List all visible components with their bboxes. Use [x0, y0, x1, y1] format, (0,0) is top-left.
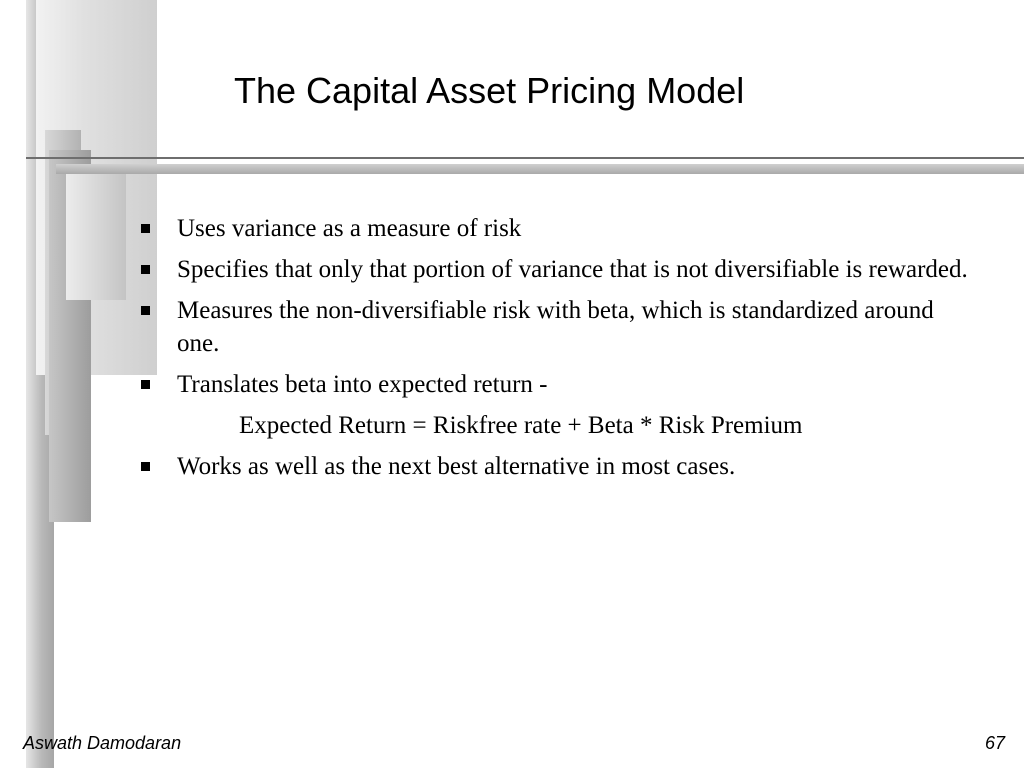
square-bullet-icon — [141, 380, 150, 389]
bullet-text: Translates beta into expected return - — [177, 371, 548, 398]
title-divider-bar — [56, 164, 1024, 174]
square-bullet-icon — [141, 306, 150, 315]
square-bullet-icon — [141, 224, 150, 233]
bullet-text: Measures the non-diversifiable risk with beta, which is standardized around one. — [177, 297, 934, 357]
bullet-item — [139, 368, 969, 401]
title-underline — [26, 157, 1024, 159]
page-number: 67 — [984, 733, 1005, 753]
decorative-block-small — [66, 170, 126, 300]
slide-title: The Capital Asset Pricing Model — [234, 70, 745, 111]
left-margin — [0, 0, 26, 768]
bullet-text: Uses variance as a measure of risk — [177, 215, 522, 242]
bullet-item — [139, 253, 969, 286]
square-bullet-icon — [141, 462, 150, 471]
bullet-text: Specifies that only that portion of variance that is not diversifiable is rewarded. — [177, 256, 968, 283]
bullet-item — [139, 212, 969, 245]
bullet-text: Works as well as the next best alternative in most cases. — [177, 453, 736, 480]
bullet-item — [139, 450, 969, 483]
bullet-item — [139, 294, 969, 360]
bullet-list — [139, 212, 969, 491]
footer-author: Aswath Damodaran — [23, 733, 182, 753]
square-bullet-icon — [141, 265, 150, 274]
formula-line: Expected Return = Riskfree rate + Beta * Risk Premium — [239, 412, 803, 439]
